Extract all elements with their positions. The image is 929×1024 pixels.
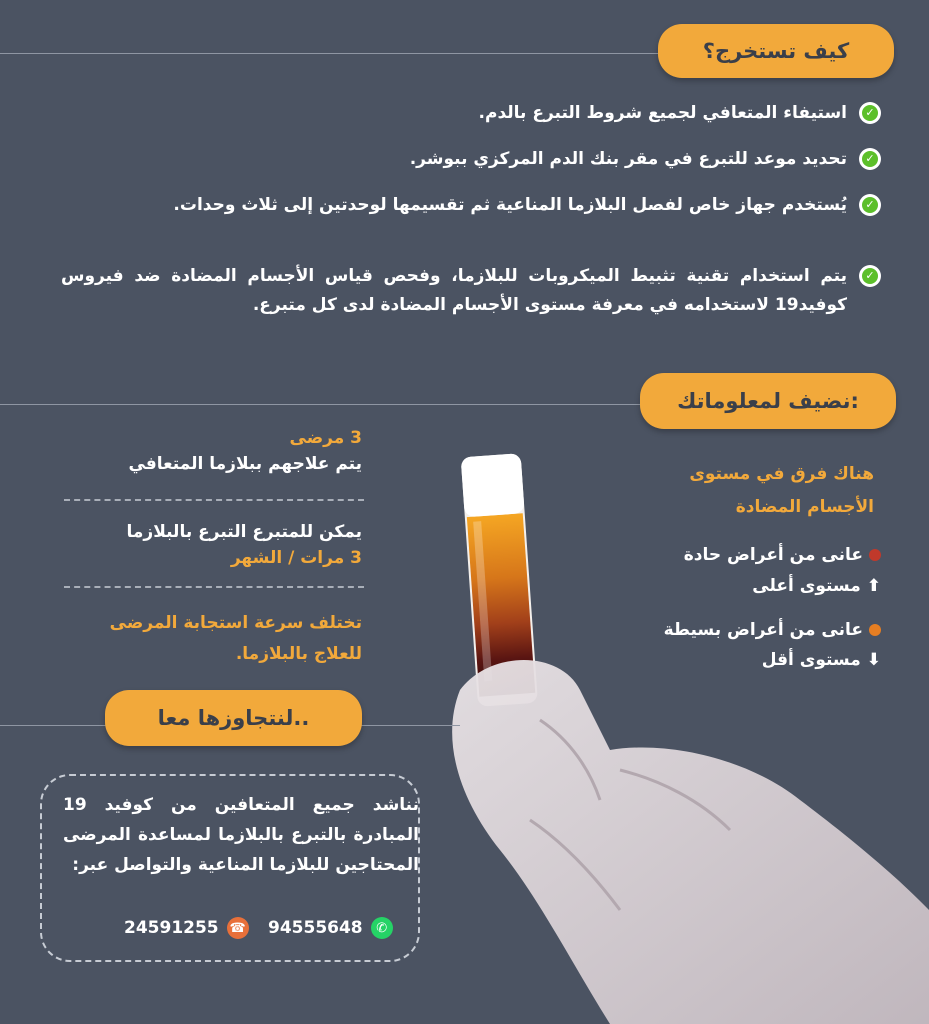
divider-1 [0, 53, 660, 54]
severe-label: عانى من أعراض حادة [683, 545, 863, 565]
whatsapp-icon: ✆ [371, 917, 393, 939]
section-title-info-text: نضيف لمعلوماتك: [677, 389, 859, 413]
stat-divider-2 [64, 586, 364, 588]
contact-message: نناشد جميع المتعافين من كوفيد 19 المبادرة بالتبرع بالبلازما لمساعدة المرضى المحتاجين للبلازما المناعية والتواصل عبر: [63, 795, 419, 875]
step-text-1: استيفاء المتعافي لجميع شروط التبرع بالدم. [478, 103, 847, 123]
stat2-number: 3 مرات / الشهر [230, 548, 362, 568]
mild-label: عانى من أعراض بسيطة [663, 620, 863, 640]
step-text-3: يُستخدم جهاز خاص لفصل البلازما المناعية ثم تقسيمها لوحدتين إلى ثلاث وحدات. [173, 195, 847, 215]
step-text-2: تحديد موعد للتبرع في مقر بنك الدم المركزي ببوشر. [409, 149, 847, 169]
section-title-together [105, 690, 362, 746]
check-circle-icon: ✓ [859, 265, 881, 287]
step-item-4 [61, 262, 881, 320]
mild-level-row [762, 646, 881, 674]
arrow-down-icon: ⬇ [866, 650, 881, 670]
mild-level: مستوى أقل [761, 650, 861, 670]
stat1-text: يتم علاجهم ببلازما المتعافي [128, 454, 362, 474]
antibody-heading: هناك فرق في مستوى الأجسام المضادة [689, 464, 874, 517]
arrow-up-icon: ⬆ [866, 576, 881, 596]
section-title-info [640, 373, 896, 429]
section-title-together-text: لنتجاوزها معا.. [157, 706, 310, 730]
severe-level-row [752, 572, 881, 600]
check-circle-icon: ✓ [859, 194, 881, 216]
phone-number: 24591255 [124, 918, 219, 938]
mild-row [664, 616, 881, 644]
step-item-3 [61, 191, 881, 220]
stat3-text: تختلف سرعة استجابة المرضى للعلاج بالبلازما. [109, 613, 362, 664]
check-circle-icon: ✓ [859, 148, 881, 170]
severe-row [684, 541, 881, 569]
step-item-2 [61, 145, 881, 174]
section-title-how [658, 24, 894, 78]
stat2-text: يمكن للمتبرع التبرع بالبلازما [126, 522, 362, 542]
test-tube-illustration [420, 440, 929, 1024]
stat-divider-1 [64, 499, 364, 501]
whatsapp-number: 94555648 [268, 918, 363, 938]
divider-2 [0, 404, 640, 405]
stat1-number: 3 مرضى [289, 428, 362, 448]
severe-dot [869, 549, 881, 561]
step-item-1 [61, 99, 881, 128]
step-text-4: يتم استخدام تقنية تثبيط الميكروبات للبلازما، وفحص قياس الأجسام المضادة ضد فيروس كوفيد19 لاستخدامه في معرفة مستوى الأجسام المضادة لدى كل متبرع. [61, 266, 847, 315]
phone-icon: ☎ [227, 917, 249, 939]
severe-level: مستوى أعلى [752, 576, 861, 596]
phone-contact[interactable] [124, 917, 249, 939]
whatsapp-contact[interactable] [268, 917, 393, 939]
mild-dot [869, 624, 881, 636]
section-title-how-text: كيف تستخرج؟ [702, 39, 850, 63]
check-circle-icon: ✓ [859, 102, 881, 124]
